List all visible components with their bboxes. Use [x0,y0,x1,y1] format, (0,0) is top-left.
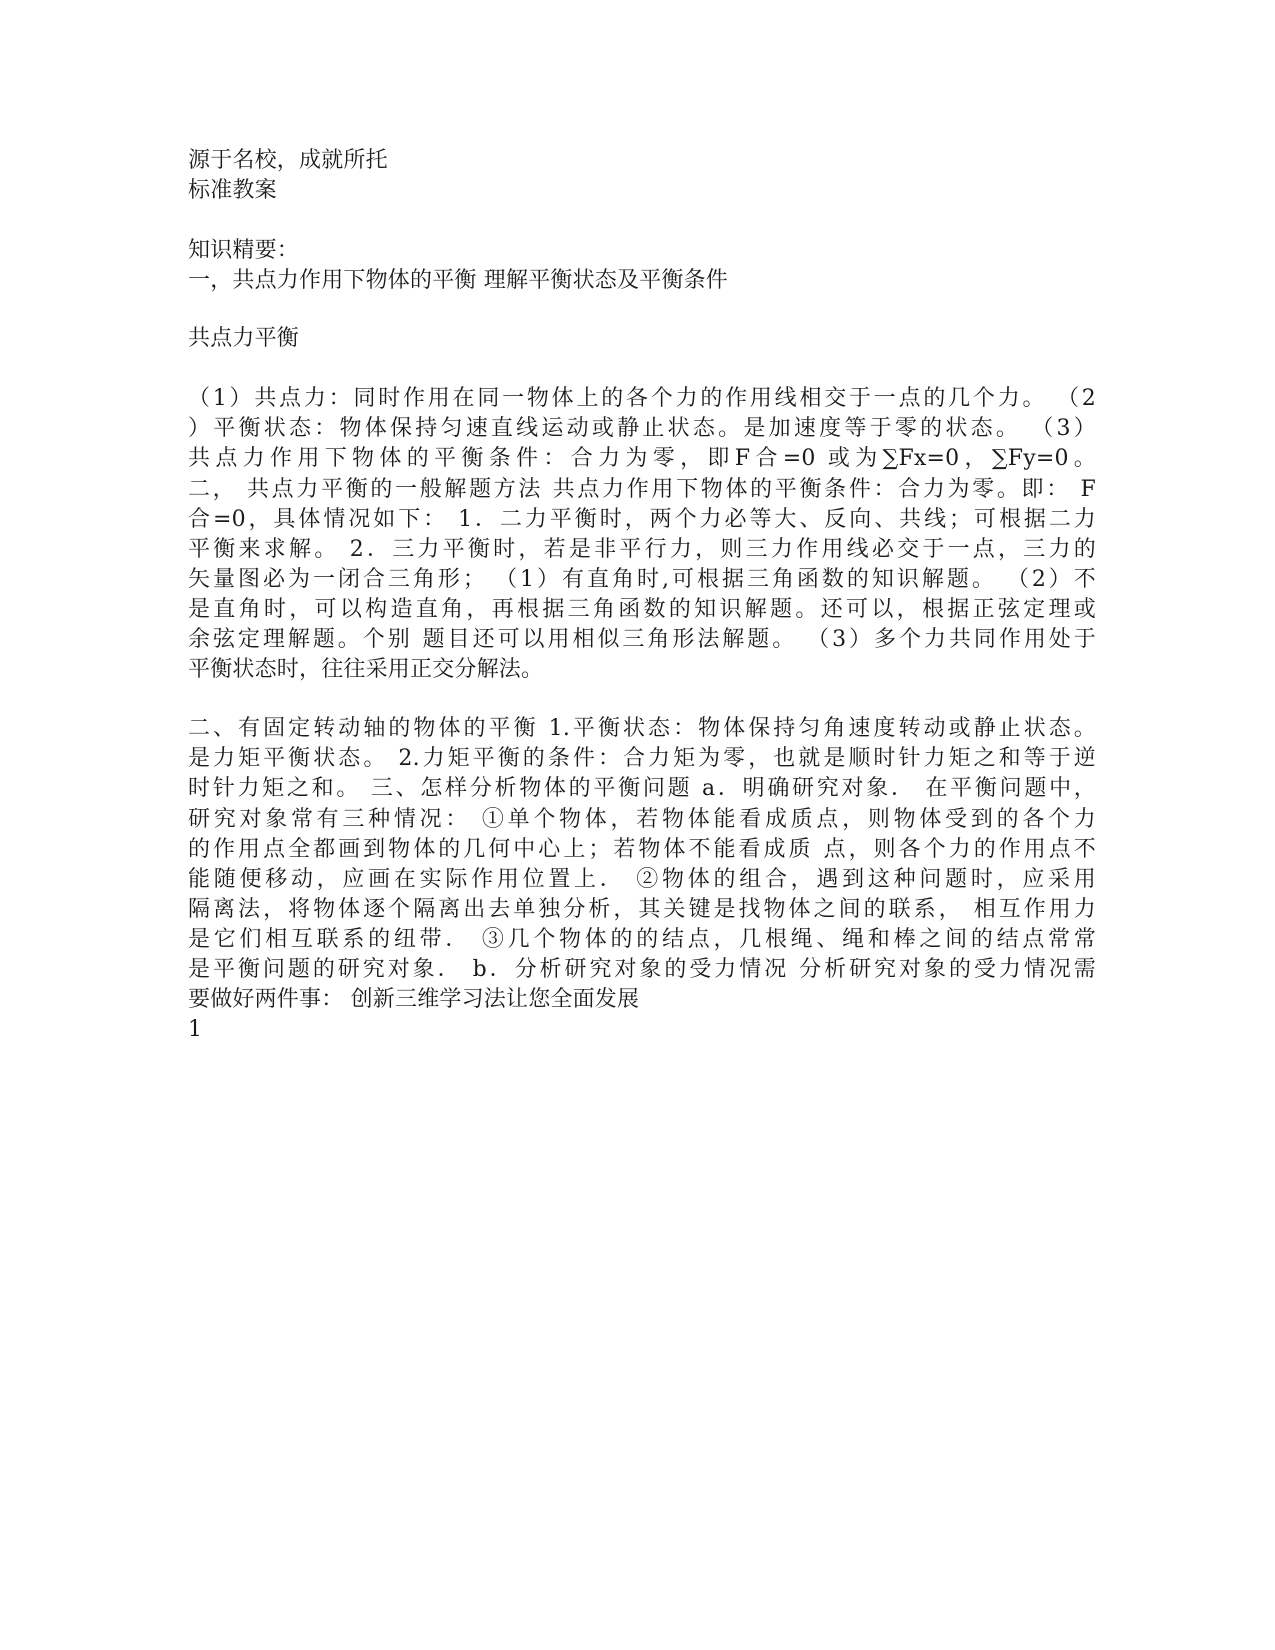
paragraph-line: 平衡来求解。 2．三力平衡时，若是非平行力，则三力作用线必交于一点，三力的 [188,537,1096,562]
paragraph-line: 共点力作用下物体的平衡条件：合力为零，即F合=0 或为∑Fx=0，∑Fy=0。 [188,446,1096,471]
subheading: 共点力平衡 [188,326,300,351]
paragraph-line: 平衡状态时，往往采用正交分解法。 [188,657,544,682]
paragraph-line: 矢量图必为一闭合三角形； （1）有直角时,可根据三角函数的知识解题。 （2）不 [188,567,1096,592]
paragraph-line: 是力矩平衡状态。 2.力矩平衡的条件：合力矩为零，也就是顺时针力矩之和等于逆 [188,746,1096,771]
paragraph-line: 能随便移动，应画在实际作用位置上． ②物体的组合，遇到这种问题时，应采用 [188,867,1096,892]
paragraph-line: 二， 共点力平衡的一般解题方法 共点力作用下物体的平衡条件：合力为零。即： F [188,477,1096,502]
paragraph-line: 研究对象常有三种情况： ①单个物体，若物体能看成质点，则物体受到的各个力 [188,807,1096,832]
header-doc-type: 标准教案 [188,178,277,203]
paragraph-line: 合=0，具体情况如下： 1．二力平衡时，两个力必等大、反向、共线；可根据二力 [188,507,1096,532]
paragraph-line: 是它们相互联系的纽带． ③几个物体的的结点，几根绳、绳和棒之间的结点常常 [188,927,1096,952]
header-school-slogan: 源于名校，成就所托 [188,148,388,173]
paragraph-line: 是直角时，可以构造直角，再根据三角函数的知识解题。还可以，根据正弦定理或 [188,597,1096,622]
part1-title: 一，共点力作用下物体的平衡 理解平衡状态及平衡条件 [188,268,728,293]
paragraph-line: （1）共点力：同时作用在同一物体上的各个力的作用线相交于一点的几个力。 （2 [188,386,1096,411]
paragraph-line: 余弦定理解题。个别 题目还可以用相似三角形法解题。 （3）多个力共同作用处于 [188,627,1096,652]
section-heading: 知识精要： [188,238,300,263]
paragraph-line: 的作用点全都画到物体的几何中心上；若物体不能看成质 点，则各个力的作用点不 [188,837,1096,862]
paragraph-line: 是平衡问题的研究对象． b．分析研究对象的受力情况 分析研究对象的受力情况需 [188,957,1096,982]
paragraph-line: 隔离法，将物体逐个隔离出去单独分析，其关键是找物体之间的联系， 相互作用力 [188,897,1096,922]
paragraph-line: 要做好两件事： 创新三维学习法让您全面发展 [188,987,640,1012]
page-number: 1 [188,1017,203,1042]
paragraph-line: ）平衡状态：物体保持匀速直线运动或静止状态。是加速度等于零的状态。 （3） [188,416,1096,441]
paragraph-line: 二、有固定转动轴的物体的平衡 1.平衡状态：物体保持匀角速度转动或静止状态。 [188,716,1096,741]
paragraph-line: 时针力矩之和。 三、怎样分析物体的平衡问题 a．明确研究对象． 在平衡问题中， [188,776,1096,801]
